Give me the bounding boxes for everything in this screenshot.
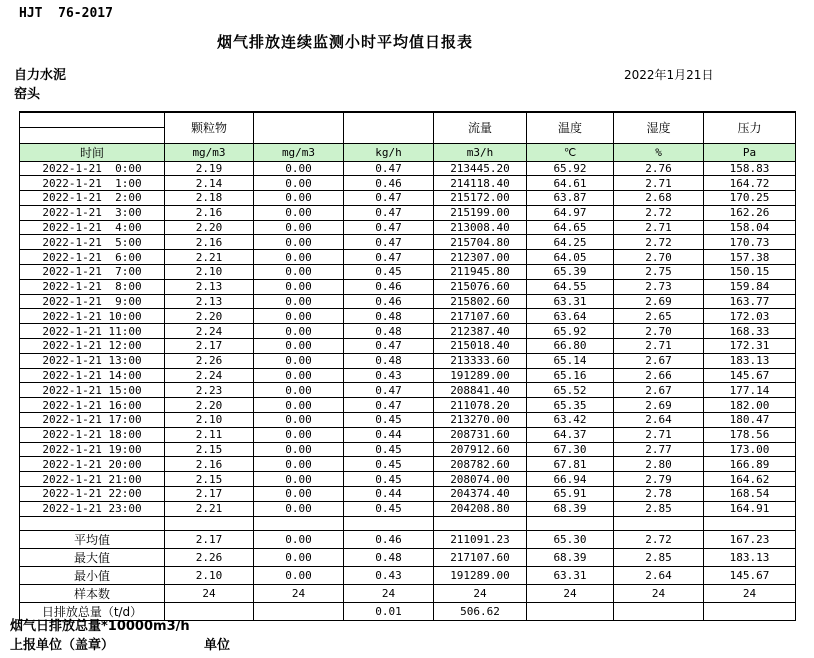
value-cell: 2.26 [165, 353, 254, 368]
time-cell: 2022-1-21 23:00 [20, 501, 165, 516]
table-row [20, 324, 796, 339]
value-cell: 0.00 [254, 176, 344, 191]
table-row [20, 501, 796, 516]
summary-value-cell: 506.62 [434, 603, 527, 621]
value-cell: 0.45 [344, 501, 434, 516]
value-cell: 2.11 [165, 427, 254, 442]
summary-value-cell: 24 [434, 585, 527, 603]
value-cell: 2.77 [614, 442, 704, 457]
summary-value-cell: 24 [165, 585, 254, 603]
summary-label-cell: 最大值 [20, 549, 165, 567]
value-cell: 0.46 [344, 294, 434, 309]
value-cell: 2.75 [614, 265, 704, 280]
time-cell: 2022-1-21 9:00 [20, 294, 165, 309]
spacer-row [20, 516, 796, 531]
value-cell: 177.14 [704, 383, 796, 398]
value-cell: 0.45 [344, 457, 434, 472]
value-cell: 2.70 [614, 324, 704, 339]
table-row [20, 176, 796, 191]
value-cell: 2.23 [165, 383, 254, 398]
pollutant-header-row [20, 112, 796, 127]
time-cell: 2022-1-21 5:00 [20, 235, 165, 250]
value-cell: 2.65 [614, 309, 704, 324]
value-cell: 2.20 [165, 220, 254, 235]
value-cell: 2.69 [614, 398, 704, 413]
value-cell: 215704.80 [434, 235, 527, 250]
time-cell: 2022-1-21 11:00 [20, 324, 165, 339]
report-date: 2022年1月21日 [624, 68, 714, 82]
value-cell: 2.78 [614, 487, 704, 502]
value-cell: 2.16 [165, 235, 254, 250]
value-cell: 2.13 [165, 294, 254, 309]
table-row [20, 191, 796, 206]
value-cell: 2.72 [614, 205, 704, 220]
value-cell: 215018.40 [434, 339, 527, 354]
summary-label-cell: 样本数 [20, 585, 165, 603]
value-cell: 0.48 [344, 324, 434, 339]
value-cell: 0.00 [254, 398, 344, 413]
time-cell: 2022-1-21 2:00 [20, 191, 165, 206]
value-cell: 0.00 [254, 235, 344, 250]
value-cell: 0.43 [344, 368, 434, 383]
value-cell: 0.47 [344, 398, 434, 413]
value-cell: 0.00 [254, 472, 344, 487]
value-cell: 183.13 [704, 353, 796, 368]
summary-value-cell: 145.67 [704, 567, 796, 585]
table-row [20, 442, 796, 457]
empty-cell [20, 516, 165, 531]
value-cell: 67.30 [527, 442, 614, 457]
flow-total-note: 烟气日排放总量*10000m3/h [10, 619, 190, 634]
time-cell: 2022-1-21 19:00 [20, 442, 165, 457]
summary-rows [20, 531, 796, 621]
value-cell: 0.00 [254, 413, 344, 428]
value-cell: 159.84 [704, 279, 796, 294]
unit-cell: mg/m3 [254, 143, 344, 161]
value-cell: 0.00 [254, 220, 344, 235]
standard-code: HJT 76-2017 [19, 6, 113, 21]
value-cell: 145.67 [704, 368, 796, 383]
summary-value-cell: 2.72 [614, 531, 704, 549]
value-cell: 65.92 [527, 324, 614, 339]
value-cell: 0.47 [344, 205, 434, 220]
table-row [20, 250, 796, 265]
value-cell: 0.00 [254, 487, 344, 502]
value-cell: 2.20 [165, 309, 254, 324]
value-cell: 64.37 [527, 427, 614, 442]
summary-value-cell: 24 [704, 585, 796, 603]
summary-value-cell: 24 [254, 585, 344, 603]
table-row [20, 339, 796, 354]
table-row [20, 309, 796, 324]
value-cell: 0.44 [344, 427, 434, 442]
table-row [20, 205, 796, 220]
value-cell: 208782.60 [434, 457, 527, 472]
time-cell: 2022-1-21 0:00 [20, 161, 165, 176]
value-cell: 2.80 [614, 457, 704, 472]
summary-value-cell: 0.01 [344, 603, 434, 621]
time-cell: 2022-1-21 7:00 [20, 265, 165, 280]
value-cell: 64.65 [527, 220, 614, 235]
time-header-upper-cell [20, 112, 165, 127]
value-cell: 215199.00 [434, 205, 527, 220]
pollutant-header-cell [254, 112, 344, 143]
time-cell: 2022-1-21 20:00 [20, 457, 165, 472]
value-cell: 150.15 [704, 265, 796, 280]
value-cell: 0.00 [254, 161, 344, 176]
time-cell: 2022-1-21 18:00 [20, 427, 165, 442]
table-row [20, 353, 796, 368]
report-unit-label: 上报单位（盖章） [10, 638, 115, 653]
value-cell: 2.71 [614, 339, 704, 354]
value-cell: 65.16 [527, 368, 614, 383]
value-cell: 207912.60 [434, 442, 527, 457]
summary-label-cell: 日排放总量（t/d） [20, 603, 165, 621]
value-cell: 2.73 [614, 279, 704, 294]
value-cell: 2.19 [165, 161, 254, 176]
value-cell: 215076.60 [434, 279, 527, 294]
summary-value-cell: 2.17 [165, 531, 254, 549]
value-cell: 0.45 [344, 265, 434, 280]
empty-cell [344, 516, 434, 531]
value-cell: 204374.40 [434, 487, 527, 502]
table-row [20, 220, 796, 235]
value-cell: 2.24 [165, 368, 254, 383]
value-cell: 2.69 [614, 294, 704, 309]
value-cell: 2.85 [614, 501, 704, 516]
table-row [20, 294, 796, 309]
summary-value-cell: 217107.60 [434, 549, 527, 567]
value-cell: 63.64 [527, 309, 614, 324]
value-cell: 0.00 [254, 427, 344, 442]
time-cell: 2022-1-21 4:00 [20, 220, 165, 235]
time-cell: 2022-1-21 10:00 [20, 309, 165, 324]
value-cell: 163.77 [704, 294, 796, 309]
value-cell: 65.91 [527, 487, 614, 502]
summary-value-cell: 2.85 [614, 549, 704, 567]
summary-label-cell: 最小值 [20, 567, 165, 585]
value-cell: 208074.00 [434, 472, 527, 487]
value-cell: 2.20 [165, 398, 254, 413]
value-cell: 0.00 [254, 324, 344, 339]
value-cell: 0.00 [254, 368, 344, 383]
time-cell: 2022-1-21 14:00 [20, 368, 165, 383]
value-cell: 2.17 [165, 487, 254, 502]
empty-cell [527, 516, 614, 531]
station-name: 窑头 [14, 87, 41, 102]
table-row [20, 235, 796, 250]
unit-cell: % [614, 143, 704, 161]
summary-value-cell: 65.30 [527, 531, 614, 549]
value-cell: 0.46 [344, 279, 434, 294]
value-cell: 68.39 [527, 501, 614, 516]
value-cell: 65.92 [527, 161, 614, 176]
value-cell: 164.91 [704, 501, 796, 516]
value-cell: 212387.40 [434, 324, 527, 339]
value-cell: 65.52 [527, 383, 614, 398]
value-cell: 211945.80 [434, 265, 527, 280]
time-cell: 2022-1-21 17:00 [20, 413, 165, 428]
value-cell: 0.45 [344, 472, 434, 487]
value-cell: 2.64 [614, 413, 704, 428]
value-cell: 0.47 [344, 235, 434, 250]
value-cell: 182.00 [704, 398, 796, 413]
value-cell: 208731.60 [434, 427, 527, 442]
time-cell: 2022-1-21 6:00 [20, 250, 165, 265]
summary-value-cell: 191289.00 [434, 567, 527, 585]
pollutant-header-cell: 颗粒物 [165, 112, 254, 143]
unit-cell: kg/h [344, 143, 434, 161]
value-cell: 64.97 [527, 205, 614, 220]
company-name: 自力水泥 [14, 68, 67, 83]
value-cell: 2.71 [614, 176, 704, 191]
units-row [20, 143, 796, 161]
value-cell: 2.14 [165, 176, 254, 191]
value-cell: 65.14 [527, 353, 614, 368]
table-row [20, 161, 796, 176]
unit-label: 单位 [204, 638, 231, 653]
table-row [20, 383, 796, 398]
time-cell: 2022-1-21 13:00 [20, 353, 165, 368]
spacer-row-group [20, 516, 796, 531]
unit-cell: mg/m3 [165, 143, 254, 161]
value-cell: 2.15 [165, 442, 254, 457]
pollutant-header-cell: 温度 [527, 112, 614, 143]
value-cell: 64.25 [527, 235, 614, 250]
value-cell: 0.00 [254, 339, 344, 354]
page-title: 烟气排放连续监测小时平均值日报表 [216, 33, 473, 51]
value-cell: 0.00 [254, 442, 344, 457]
value-cell: 2.67 [614, 353, 704, 368]
summary-value-cell: 211091.23 [434, 531, 527, 549]
summary-value-cell: 24 [344, 585, 434, 603]
value-cell: 213008.40 [434, 220, 527, 235]
value-cell: 164.72 [704, 176, 796, 191]
summary-value-cell: 2.10 [165, 567, 254, 585]
value-cell: 63.31 [527, 294, 614, 309]
empty-cell [434, 516, 527, 531]
time-header-lower-cell [20, 127, 165, 143]
summary-value-cell: 63.31 [527, 567, 614, 585]
value-cell: 0.47 [344, 220, 434, 235]
value-cell: 63.87 [527, 191, 614, 206]
value-cell: 191289.00 [434, 368, 527, 383]
time-cell: 2022-1-21 12:00 [20, 339, 165, 354]
summary-value-cell: 183.13 [704, 549, 796, 567]
summary-value-cell: 2.26 [165, 549, 254, 567]
table-row [20, 368, 796, 383]
pollutant-header-cell: 湿度 [614, 112, 704, 143]
time-cell: 2022-1-21 22:00 [20, 487, 165, 502]
value-cell: 0.00 [254, 353, 344, 368]
value-cell: 2.71 [614, 220, 704, 235]
value-cell: 2.66 [614, 368, 704, 383]
value-cell: 2.76 [614, 161, 704, 176]
empty-cell [165, 516, 254, 531]
value-cell: 0.47 [344, 339, 434, 354]
summary-row [20, 585, 796, 603]
value-cell: 65.39 [527, 265, 614, 280]
value-cell: 2.68 [614, 191, 704, 206]
value-cell: 2.21 [165, 501, 254, 516]
value-cell: 172.03 [704, 309, 796, 324]
summary-value-cell: 0.46 [344, 531, 434, 549]
value-cell: 162.26 [704, 205, 796, 220]
value-cell: 0.44 [344, 487, 434, 502]
value-cell: 2.70 [614, 250, 704, 265]
value-cell: 65.35 [527, 398, 614, 413]
summary-value-cell: 0.00 [254, 549, 344, 567]
value-cell: 0.47 [344, 191, 434, 206]
value-cell: 204208.80 [434, 501, 527, 516]
value-cell: 164.62 [704, 472, 796, 487]
value-cell: 2.21 [165, 250, 254, 265]
unit-cell: m3/h [434, 143, 527, 161]
value-cell: 0.47 [344, 250, 434, 265]
table-row [20, 457, 796, 472]
time-cell: 2022-1-21 16:00 [20, 398, 165, 413]
summary-label-cell: 平均值 [20, 531, 165, 549]
value-cell: 170.25 [704, 191, 796, 206]
value-cell: 64.55 [527, 279, 614, 294]
value-cell: 213333.60 [434, 353, 527, 368]
summary-row [20, 549, 796, 567]
value-cell: 63.42 [527, 413, 614, 428]
summary-row [20, 531, 796, 549]
table-row [20, 279, 796, 294]
empty-cell [704, 516, 796, 531]
value-cell: 0.00 [254, 279, 344, 294]
value-cell: 215172.00 [434, 191, 527, 206]
summary-value-cell: 167.23 [704, 531, 796, 549]
value-cell: 0.00 [254, 265, 344, 280]
summary-row [20, 567, 796, 585]
value-cell: 66.80 [527, 339, 614, 354]
value-cell: 0.00 [254, 191, 344, 206]
summary-value-cell: 0.48 [344, 549, 434, 567]
value-cell: 0.48 [344, 353, 434, 368]
value-cell: 0.00 [254, 309, 344, 324]
value-cell: 2.71 [614, 427, 704, 442]
value-cell: 217107.60 [434, 309, 527, 324]
value-cell: 2.13 [165, 279, 254, 294]
summary-value-cell: 68.39 [527, 549, 614, 567]
value-cell: 173.00 [704, 442, 796, 457]
value-cell: 64.61 [527, 176, 614, 191]
value-cell: 0.00 [254, 457, 344, 472]
value-cell: 2.17 [165, 339, 254, 354]
value-cell: 2.79 [614, 472, 704, 487]
report-table [19, 111, 796, 621]
value-cell: 158.83 [704, 161, 796, 176]
pollutant-header-cell: 压力 [704, 112, 796, 143]
table-row [20, 398, 796, 413]
value-cell: 178.56 [704, 427, 796, 442]
value-cell: 157.38 [704, 250, 796, 265]
value-cell: 0.46 [344, 176, 434, 191]
value-cell: 0.00 [254, 205, 344, 220]
time-cell: 2022-1-21 3:00 [20, 205, 165, 220]
time-cell: 2022-1-21 8:00 [20, 279, 165, 294]
value-cell: 2.10 [165, 413, 254, 428]
table-row [20, 472, 796, 487]
summary-value-cell [254, 603, 344, 621]
summary-value-cell: 24 [614, 585, 704, 603]
summary-value-cell: 0.43 [344, 567, 434, 585]
summary-value-cell [704, 603, 796, 621]
value-cell: 213445.20 [434, 161, 527, 176]
value-cell: 2.16 [165, 457, 254, 472]
pollutant-header-cell [344, 112, 434, 143]
summary-value-cell: 24 [527, 585, 614, 603]
value-cell: 0.00 [254, 250, 344, 265]
value-cell: 214118.40 [434, 176, 527, 191]
value-cell: 170.73 [704, 235, 796, 250]
empty-cell [614, 516, 704, 531]
value-cell: 67.81 [527, 457, 614, 472]
time-cell: 2022-1-21 15:00 [20, 383, 165, 398]
value-cell: 172.31 [704, 339, 796, 354]
summary-value-cell: 0.00 [254, 531, 344, 549]
value-cell: 180.47 [704, 413, 796, 428]
value-cell: 0.48 [344, 309, 434, 324]
value-cell: 0.45 [344, 442, 434, 457]
value-cell: 0.00 [254, 501, 344, 516]
unit-cell: ℃ [527, 143, 614, 161]
value-cell: 64.05 [527, 250, 614, 265]
value-cell: 0.47 [344, 161, 434, 176]
summary-value-cell [527, 603, 614, 621]
pollutant-header-cell: 流量 [434, 112, 527, 143]
value-cell: 2.10 [165, 265, 254, 280]
table-row [20, 487, 796, 502]
summary-value-cell: 2.64 [614, 567, 704, 585]
value-cell: 2.67 [614, 383, 704, 398]
unit-cell: Pa [704, 143, 796, 161]
table-row [20, 265, 796, 280]
value-cell: 2.72 [614, 235, 704, 250]
table-row [20, 427, 796, 442]
summary-value-cell: 0.00 [254, 567, 344, 585]
value-cell: 212307.00 [434, 250, 527, 265]
value-cell: 2.18 [165, 191, 254, 206]
value-cell: 215802.60 [434, 294, 527, 309]
value-cell: 0.00 [254, 383, 344, 398]
value-cell: 2.15 [165, 472, 254, 487]
value-cell: 0.00 [254, 294, 344, 309]
time-cell: 2022-1-21 21:00 [20, 472, 165, 487]
value-cell: 66.94 [527, 472, 614, 487]
time-header-cell: 时间 [20, 143, 165, 161]
time-cell: 2022-1-21 1:00 [20, 176, 165, 191]
value-cell: 166.89 [704, 457, 796, 472]
value-cell: 213270.00 [434, 413, 527, 428]
value-cell: 2.16 [165, 205, 254, 220]
value-cell: 0.47 [344, 383, 434, 398]
value-cell: 158.04 [704, 220, 796, 235]
value-cell: 168.54 [704, 487, 796, 502]
value-cell: 168.33 [704, 324, 796, 339]
value-cell: 0.45 [344, 413, 434, 428]
value-cell: 208841.40 [434, 383, 527, 398]
empty-cell [254, 516, 344, 531]
value-cell: 211078.20 [434, 398, 527, 413]
value-cell: 2.24 [165, 324, 254, 339]
hourly-rows [20, 161, 796, 516]
table-row [20, 413, 796, 428]
summary-value-cell [614, 603, 704, 621]
